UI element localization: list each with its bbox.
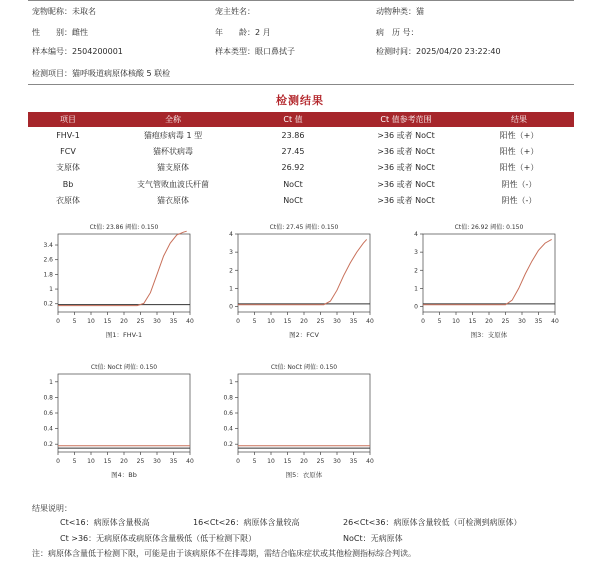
y-tick-label: 1 (229, 285, 233, 293)
y-tick-label: 4 (414, 231, 418, 238)
x-tick-label: 30 (518, 318, 526, 325)
x-tick-label: 0 (236, 318, 240, 325)
x-tick-label: 10 (87, 318, 95, 325)
x-tick-label: 25 (316, 318, 325, 325)
plot-frame (238, 374, 370, 452)
y-tick-label: 0.4 (223, 425, 233, 433)
result-table (28, 112, 574, 209)
x-tick-label: 40 (366, 458, 374, 465)
x-tick-label: 40 (186, 458, 194, 465)
top-rule (28, 0, 574, 1)
y-tick-label: 1 (229, 378, 233, 386)
x-tick-label: 10 (267, 318, 275, 325)
plot-frame (58, 234, 190, 312)
cell-item: Bb (62, 179, 74, 189)
info-sample-no: 样本编号：2504200001 (32, 47, 123, 56)
info-sample-type: 样本类型：眼口鼻拭子 (215, 47, 295, 56)
x-tick-label: 35 (169, 458, 178, 465)
cell-item: 衣原体 (56, 196, 80, 206)
amplification-curve (238, 239, 367, 304)
x-tick-label: 20 (120, 318, 128, 325)
chart-title: Ct值: 26.92 阈值: 0.150 (454, 224, 524, 231)
chart-caption: 图5：衣原体 (285, 471, 323, 479)
x-tick-label: 10 (267, 458, 275, 465)
chart-caption: 图4：Bb (111, 471, 137, 479)
y-tick-label: 1 (49, 286, 53, 294)
x-tick-label: 20 (485, 318, 493, 325)
cell-ct: NoCt (283, 196, 303, 206)
x-tick-label: 25 (136, 318, 145, 325)
chart-caption: 图3：支原体 (470, 331, 508, 339)
x-tick-label: 5 (72, 458, 77, 465)
y-tick-label: 0.2 (43, 300, 53, 308)
y-tick-label: 0.2 (43, 441, 53, 449)
cell-range: >36 或者 NoCt (377, 196, 435, 206)
amplification-curve (58, 231, 187, 305)
cell-fullname: 猫杯状病毒 (153, 147, 193, 157)
legend-title: 结果说明： (32, 504, 72, 513)
x-tick-label: 20 (120, 458, 128, 465)
x-tick-label: 20 (300, 458, 308, 465)
x-tick-label: 30 (153, 318, 161, 325)
x-tick-label: 35 (349, 458, 358, 465)
y-tick-label: 1 (49, 378, 53, 386)
amplification-chart-bb (20, 362, 198, 494)
cell-fullname: 支气管败血波氏杆菌 (137, 179, 209, 189)
legend-line-4: Ct >36：无病原体或病原体含量极低（低于检测下限） (60, 534, 257, 543)
table-row (28, 193, 574, 209)
x-tick-label: 30 (333, 458, 341, 465)
table-row (28, 176, 574, 192)
cell-range: >36 或者 NoCt (377, 163, 435, 173)
x-tick-label: 40 (366, 318, 374, 325)
amplification-chart-fhv1 (20, 222, 198, 354)
cell-ct: 27.45 (281, 147, 305, 157)
y-tick-label: 0 (229, 303, 233, 311)
x-tick-label: 15 (103, 318, 112, 325)
x-tick-label: 0 (56, 318, 60, 325)
y-tick-label: 2 (229, 267, 233, 275)
legend-line-2: 16<Ct<26：病原体含量较高 (193, 518, 300, 527)
x-tick-label: 0 (421, 318, 425, 325)
info-item: 检测项目：猫呼吸道病原体核酸 5 联检 (32, 69, 171, 78)
y-tick-label: 3.4 (43, 242, 53, 250)
cell-range: >36 或者 NoCt (377, 179, 435, 189)
x-tick-label: 15 (283, 458, 292, 465)
legend-line-3: 26<Ct<36：病原体含量较低（可检测到病原体） (343, 518, 522, 527)
cell-range: >36 或者 NoCt (377, 130, 435, 140)
y-tick-label: 4 (229, 231, 233, 238)
x-tick-label: 0 (56, 458, 60, 465)
x-tick-label: 15 (103, 458, 112, 465)
y-tick-label: 0.2 (223, 441, 233, 449)
cell-fullname: 猫疱疹病毒 1 型 (143, 130, 203, 140)
y-tick-label: 0.4 (43, 425, 53, 433)
x-tick-label: 25 (136, 458, 145, 465)
cell-result: 阴性（-） (501, 179, 537, 189)
x-tick-label: 15 (468, 318, 477, 325)
x-tick-label: 5 (72, 318, 77, 325)
amplification-chart-fcv (200, 222, 378, 354)
cell-result: 阳性（+） (499, 163, 539, 173)
x-tick-label: 10 (87, 458, 95, 465)
chart-caption: 图2：FCV (289, 331, 319, 339)
amplification-curve (423, 239, 552, 304)
cell-result: 阳性（+） (499, 147, 539, 157)
x-tick-label: 20 (300, 318, 308, 325)
chart-panel-5 (200, 362, 378, 494)
x-tick-label: 35 (169, 318, 178, 325)
cell-range: >36 或者 NoCt (377, 147, 435, 157)
cell-ct: NoCt (283, 179, 303, 189)
chart-panel-2 (200, 222, 378, 354)
col-header-item: 项目 (28, 112, 108, 127)
y-tick-label: 0 (414, 303, 418, 311)
x-tick-label: 5 (252, 458, 257, 465)
cell-item: FCV (60, 147, 76, 157)
cell-ct: 23.86 (281, 130, 305, 140)
x-tick-label: 40 (551, 318, 559, 325)
legend-line-5: NoCt：无病原体 (343, 534, 403, 543)
result-title: 检测结果 (276, 94, 324, 107)
x-tick-label: 35 (349, 318, 358, 325)
x-tick-label: 5 (252, 318, 257, 325)
info-pet-name: 宠物昵称：未取名 (32, 7, 96, 16)
cell-result: 阳性（+） (499, 130, 539, 140)
cell-ct: 26.92 (281, 163, 305, 173)
info-time: 检测时间：2025/04/20 23:22:40 (376, 47, 501, 56)
col-header-ct: Ct 值 (238, 112, 348, 127)
y-tick-label: 2 (414, 267, 418, 275)
info-sex: 性 别：雌性 (32, 28, 88, 37)
legend-line-1: Ct<16：病原体含量极高 (60, 518, 150, 527)
col-header-result: 结果 (464, 112, 574, 127)
y-tick-label: 0.6 (43, 410, 53, 417)
table-row (28, 160, 574, 176)
chart-title: Ct值: 27.45 阈值: 0.150 (269, 224, 339, 231)
plot-frame (238, 234, 370, 312)
x-tick-label: 25 (501, 318, 510, 325)
cell-fullname: 猫衣原体 (157, 196, 189, 206)
chart-panel-4 (20, 362, 198, 494)
chart-panel-1 (20, 222, 198, 354)
y-tick-label: 0.6 (223, 410, 233, 417)
col-header-fullname: 全称 (108, 112, 238, 127)
y-tick-label: 1.8 (43, 271, 53, 279)
x-tick-label: 0 (236, 458, 240, 465)
chart-title: Ct值: 23.86 阈值: 0.150 (89, 224, 159, 231)
info-divider (28, 84, 574, 85)
chart-panel-3 (385, 222, 563, 354)
cell-fullname: 猫支原体 (157, 163, 189, 173)
y-tick-label: 3 (229, 249, 233, 257)
y-tick-label: 3 (414, 249, 418, 257)
plot-frame (423, 234, 555, 312)
cell-item: FHV-1 (56, 130, 80, 140)
cell-item: 支原体 (56, 163, 80, 173)
y-tick-label: 2.6 (43, 256, 53, 264)
info-species: 动物种类：猫 (376, 7, 424, 16)
y-tick-label: 1 (414, 285, 418, 293)
amplification-chart-chlamydia (200, 362, 378, 494)
x-tick-label: 15 (283, 318, 292, 325)
table-header-row (28, 112, 574, 127)
x-tick-label: 30 (333, 318, 341, 325)
cell-result: 阴性（-） (501, 196, 537, 206)
chart-caption: 图1：FHV-1 (105, 331, 143, 339)
chart-title: Ct值: NoCt 阈值: 0.150 (270, 364, 338, 371)
x-tick-label: 40 (186, 318, 194, 325)
info-age: 年 龄：2 月 (215, 28, 271, 37)
info-record: 病 历 号： (376, 28, 419, 37)
chart-title: Ct值: NoCt 阈值: 0.150 (90, 364, 158, 371)
plot-frame (58, 374, 190, 452)
x-tick-label: 35 (534, 318, 543, 325)
table-row (28, 143, 574, 159)
y-tick-label: 0.8 (223, 394, 233, 402)
x-tick-label: 5 (437, 318, 442, 325)
y-tick-label: 0.8 (43, 394, 53, 402)
x-tick-label: 10 (452, 318, 460, 325)
col-header-range: Ct 值参考范围 (348, 112, 464, 127)
footnote: 注：病原体含量低于检测下限，可能是由于该病原体不在排毒期，需结合临床症状或其他检测指标综合判读。 (32, 549, 416, 558)
table-row (28, 127, 574, 143)
amplification-chart-mycoplasma (385, 222, 563, 354)
x-tick-label: 30 (153, 458, 161, 465)
info-owner: 宠主姓名： (215, 7, 255, 16)
x-tick-label: 25 (316, 458, 325, 465)
